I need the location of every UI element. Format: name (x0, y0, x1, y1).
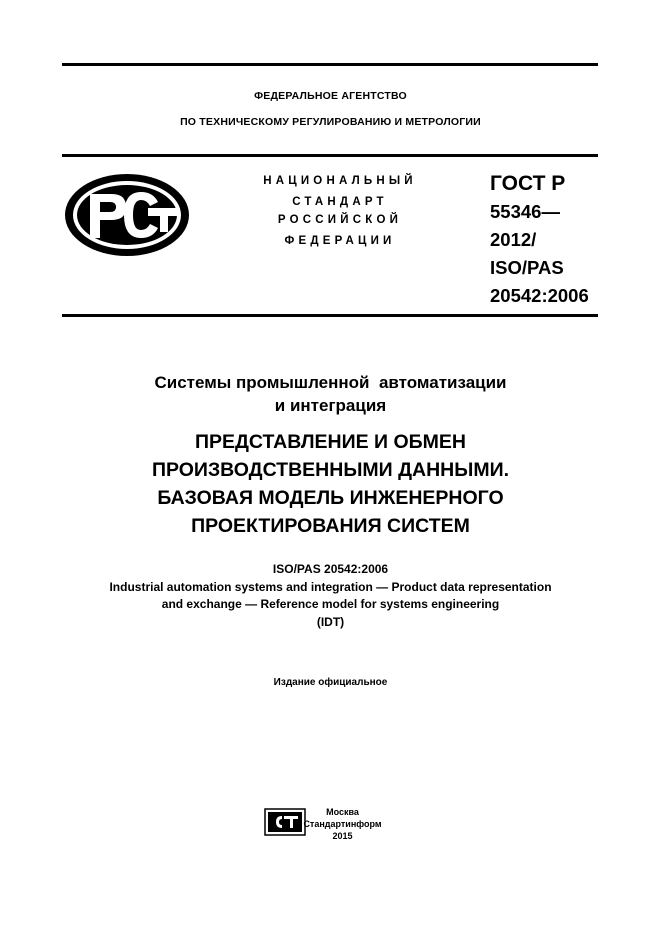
agency-line-1: ФЕДЕРАЛЬНОЕ АГЕНТСТВО (254, 90, 407, 102)
general-title-line-2: и интеграция (274, 396, 387, 415)
header-rule (62, 154, 598, 157)
iso-code: ISO/PAS 20542:2006 (272, 562, 389, 576)
designation-line-1: ГОСТ Р (490, 172, 566, 195)
main-title-line-1: ПРЕДСТАВЛЕНИЕ И ОБМЕН (194, 431, 467, 453)
main-title-line-3: БАЗОВАЯ МОДЕЛЬ ИНЖЕНЕРНОГО (157, 487, 504, 509)
publisher-year: 2015 (332, 831, 353, 841)
block-rule (62, 314, 598, 317)
standard-designation (490, 170, 605, 310)
publisher-block (300, 806, 385, 842)
designation-line-2: 55346— (490, 201, 560, 222)
designation-line-4: ISO/PAS (490, 257, 564, 278)
edition-label: Издание официальное (273, 677, 388, 688)
designation-line-3: 2012/ (490, 229, 537, 250)
designation-line-5: 20542:2006 (490, 285, 589, 306)
main-title-line-2: ПРОИЗВОДСТВЕННЫМИ ДАННЫМИ. (152, 459, 509, 481)
publisher-name: Стандартинформ (303, 819, 382, 829)
general-title-line-1: Системы промышленной автоматизации (154, 373, 507, 392)
english-title-line-2: and exchange — Reference model for systems engineering (161, 597, 500, 611)
agency-line-2: ПО ТЕХНИЧЕСКОМУ РЕГУЛИРОВАНИЮ И МЕТРОЛОГИИ (180, 116, 481, 128)
standard-line-4: ФЕДЕРАЦИИ (284, 235, 396, 247)
top-rule (62, 63, 598, 66)
standard-line-3: РОССИЙСКОЙ (277, 214, 403, 226)
standard-line-1: НАЦИОНАЛЬНЫЙ (263, 175, 417, 187)
english-title-line-1: Industrial automation systems and integration — Product data representation (109, 580, 552, 594)
gost-r-pc-logo-icon (62, 172, 192, 258)
publisher-city: Москва (326, 807, 359, 817)
standard-line-2: СТАНДАРТ (292, 196, 388, 208)
idt-mark: (IDT) (316, 615, 345, 629)
main-title-line-4: ПРОЕКТИРОВАНИЯ СИСТЕМ (191, 515, 470, 537)
